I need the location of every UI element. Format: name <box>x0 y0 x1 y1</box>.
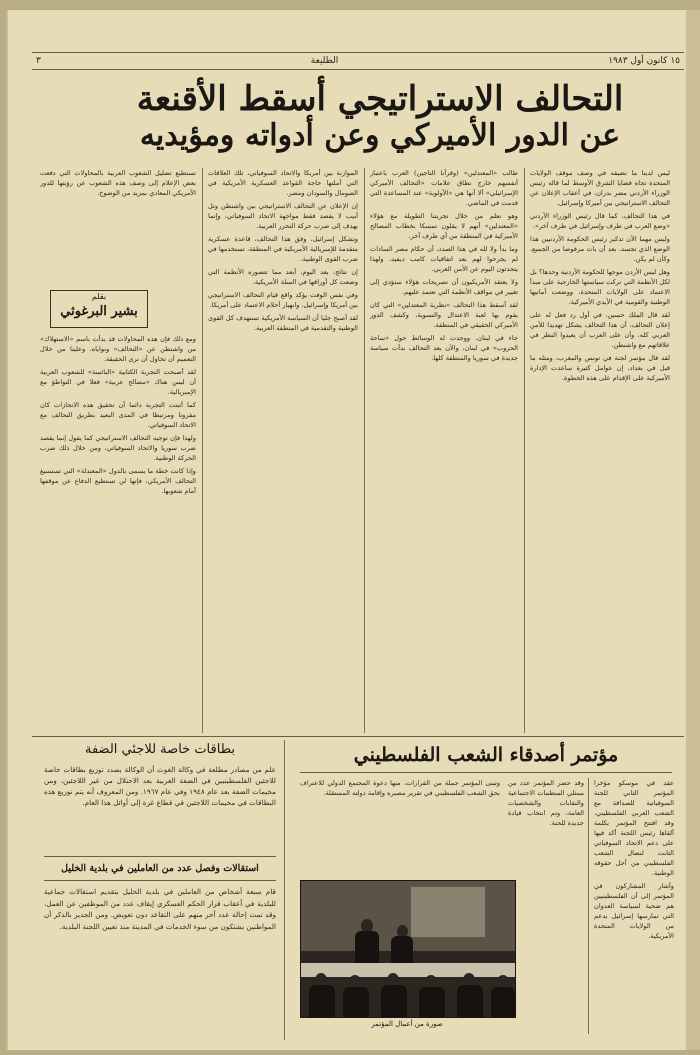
paragraph: تستطيع تضليل الشعوب العربية بالمحاولات التي دفعت بعض الإعلام إلى وصف هذه الشعوب عن رؤيتها للدور الأمريكي المعادي بمزيد من الوضوح. <box>40 169 196 197</box>
headline-line-1: التحالف الاستراتيجي أسقط الأقنعة <box>136 79 624 119</box>
column-rule <box>202 168 203 733</box>
column-rule <box>284 740 285 1040</box>
byline-author: بشير البرغوثي <box>60 304 138 319</box>
paragraph: طالب «المعتدلين» (وقرأنا الناجين) العرب باعتبار أنفسهم خارج نطاق علامات «التحالف الأميركي الإسرائيلي» ألا أنها هي «الأولوية» عند المساعدة التي قدمت في الماضي. <box>370 169 518 207</box>
column-rule <box>524 168 525 733</box>
column-rule <box>364 168 365 733</box>
article-column-mid-left <box>208 168 358 733</box>
byline-label: بقلم <box>91 292 107 301</box>
paragraph: إن الإعلان عن التحالف الاستراتيجي بين واشنطن وتل أبيب لا يقصد فقط مواجهة الاتحاد السوفياتي، وإنما يهدف إلى ضرب حركة التحرر العربية. <box>208 202 358 230</box>
paragraph: كما أثبتت التجربة دائما أن تحقيق هذه الانجازات كان مقرونا ومرتبطا في المدى البعيد بطريق التحالف مع الاتحاد السوفياتي. <box>40 401 196 429</box>
article-column-left-top <box>40 168 196 286</box>
paragraph: وقد حضر المؤتمر عدد من ممثلي المنظمات الاجتماعية والنقابات والشخصيات العامة، وتم انتخاب قيادة جديدة للجنة. <box>508 779 584 827</box>
paragraph: الموازنة بين أمريكا والاتحاد السوفياتي، تلك العلاقات التي أملتها حاجة القواعد العسكرية الأمريكية في الصومال والسودان ومصر. <box>208 169 358 197</box>
page-header <box>32 52 684 70</box>
page-number: ٣ <box>36 56 41 66</box>
article-column-right <box>530 168 670 733</box>
paragraph: ليس لدينا ما نضيفه في وصف موقف الولايات المتحدة تجاه قضايا الشرق الأوسط لما قاله رئيس الوزراء الأردني مضر بدران، في أعقاب الإعلان عن التحالف الاستراتيجي بين أميركا وإسرائيل. <box>530 169 670 207</box>
paragraph: لقد أصبح جليا أن السياسة الأمريكية تستهدف كل القوى الوطنية والتقدمية في المنطقة العربية. <box>208 314 358 332</box>
paragraph: وهو نعلم من خلال تجربتنا الطويلة مع هؤلاء «المعتدلين» أنهم لا يقلون تمسكا بخطاب المصالح الأميركية في المنطقة من أي طرف آخر. <box>370 212 518 240</box>
hebron-title: استقالات وفصل عدد من العاملين في بلدية الخليل <box>61 863 259 874</box>
paragraph: وهل ليس الأردن موجها للحكومة الأردنية وحدها؟ بل لكل الأنظمة التي تركت سياستها الخارجية على مبدأ الاعتماد على الولايات المتحدة، ووضعت أمانيها الوطنية والقومية في الأيدي الأميركية. <box>530 268 670 306</box>
congress-column-mid <box>508 778 584 874</box>
paragraph: وأشار المشاركون في المؤتمر إلى أن الفلسطينيين هم ضحية لسياسة العدوان التي تمارسها إسرائيل بدعم من الولايات المتحدة الأمريكية. <box>594 882 674 940</box>
paragraph: لقد قال الملك حسين، في أول رد فعل له على إعلان التحالف، أن هذا التحالف يشكل تهديدا للأمن العربي كله، وأن على العرب أن يعيدوا النظر في علاقاتهم مع واشنطن. <box>530 311 670 349</box>
byline-box <box>50 290 148 328</box>
paragraph: لقد أصبحت التجربة الكتابية «البائسة» للشعوب العربية أن ليس هناك «مصالح عربية» فعلا في التواطؤ مع الإمبريالية. <box>40 368 196 396</box>
paragraph: لقد قال مؤتمر لجنة في تونس والمغرب، ومثله ما قيل في بغداد، إن عوامل كثيرة ساعدت الإدارة الأميركية على الإقدام على هذه الخطوة. <box>530 354 670 382</box>
paragraph: وفي نفس الوقت يؤكد واقع قيام التحالف الاستراتيجي بين أمريكا وإسرائيل، وانهيار أحلام الاعتماد على أمريكا. <box>208 291 358 309</box>
headline-line-2: عن الدور الأميركي وعن أدواته ومؤيديه <box>139 118 621 153</box>
paragraph: جاء في لبنان، ووجدت له الوسائط حول «ساحة الحروب» في لبنان، والآن بعد التحالف بدأت سياسة جديدة في سوريا والمنطقة كلها. <box>370 334 518 362</box>
article-column-left <box>40 334 196 733</box>
page-edge <box>686 10 700 1050</box>
congress-title: مؤتمر أصدقاء الشعب الفلسطيني <box>353 744 619 766</box>
conference-photo <box>300 880 516 1018</box>
paragraph: وإذا كانت خطة ما يسمى بالدول «المعتدلة» التي تستسيغ التحالف الأمريكي، فإنها لن تستطيع الدفاع عن موقفها أمام شعوبها. <box>40 467 196 495</box>
paragraph: ولهذا فإن توجيه التحالف الاستراتيجي كما يقول إنما يقصد ضرب سوريا والاتحاد السوفياتي، ومن خلال ذلك ضرب الحركة الوطنية. <box>40 434 196 462</box>
paragraph: لقد أسقط هذا التحالف «نظرية المعتدلين» التي كان يقوم بها لعبة الاعتدال والتسوية، وكشف الدور الأميركي الحقيقي في المنطقة. <box>370 301 518 329</box>
paragraph: وتبنى المؤتمر جملة من القرارات، منها دعوة المجتمع الدولي للاعتراف بحق الشعب الفلسطيني في تقرير مصيره وإقامة دولته المستقلة. <box>300 779 500 797</box>
refugees-body: علم من مصادر مطلعة في وكالة الغوث أن الوكالة بصدد توزيع بطاقات خاصة للاجئين الفلسطينيين في الضفة الغربية بعد الاحتلال من غير اللاجئين، ومن مخيمات الضفة بعد عام ١٩٤٨ وفي عام ١٩٦٧. ومن المعروف أنه يتم توزيع هذه البطاقات في مخيمات اللاجئين في قطاع غزة إلى أوائل هذا العام. <box>44 765 276 807</box>
paragraph: ومع ذلك فإن هذه المحاولات قد بدأت باسم «الاستهلاك» من واشنطن عن «التحالف» ونواياه. وعلينا من خلال التعميم أن تحاول أن نرى الحقيقة. <box>40 335 196 363</box>
article-column-mid-right <box>370 168 518 733</box>
section-divider <box>44 880 276 881</box>
date: ١٥ كانون أول ١٩٨٣ <box>608 56 680 66</box>
congress-column-left <box>300 778 500 874</box>
paragraph: إن نتائج، يعد اليوم، أبعد مما تتصوره الأنظمة التي وضعت كل أوراقها في السلة الأمريكية. <box>208 268 358 286</box>
paragraph: عقد في موسكو مؤخرا المؤتمر الثاني للجنة السوفياتية للصداقة مع الشعب العربي الفلسطيني، وقد افتتح المؤتمر بكلمة ألقاها رئيس اللجنة أكد فيها على دعم الاتحاد السوفياتي الثابت لنضال الشعب الفلسطيني من أجل حقوقه الوطنية. <box>594 779 674 877</box>
section-divider <box>32 736 684 737</box>
paragraph: ولا يعتقد الأمريكيون أن تصريحات هؤلاء ستؤدي إلى تغيير في مواقف الأنظمة التي تعتمد عليهم. <box>370 278 518 296</box>
refugees-title: بطاقات خاصة للاجئي الضفة <box>85 742 235 757</box>
paragraph: وما بدأ ولا لله في هذا الصدد، أن حكام مصر السادات لم يجرحوا لهم بعد اتفاقيات كامب ديفيد، ولهذا يتحدثون اليوم عن الأمن العربي. <box>370 245 518 273</box>
congress-column-right <box>594 778 674 1034</box>
column-rule <box>588 778 589 1034</box>
section-divider <box>44 856 276 857</box>
paragraph: وليس مهما الآن تذكير رئيس الحكومة الأردنيين هذا الوضع الذي تجسد، بعد أن بات مرفوضا من الجميع، وكأن لم يكن. <box>530 235 670 263</box>
paragraph: في هذا التحالف، كما قال رئيس الوزراء الأردني «وضع العرب في طرف وإسرائيل في طرف آخر». <box>530 212 670 230</box>
photo-caption: صورة من أعمال المؤتمر <box>371 1020 443 1028</box>
paper-name: الطليعة <box>310 56 339 66</box>
paragraph: وتشكل إسرائيل، وفق هذا التحالف، قاعدة عسكرية متقدمة للإمبريالية الأمريكية في المنطقة، تستخدمها في ضرب القوى الوطنية. <box>208 235 358 263</box>
section-divider <box>300 772 672 773</box>
hebron-body: قام سبعة أشخاص من العاملين في بلدية الخليل بتقديم استقالات جماعية للبلدية في أعقاب قرار الحكم العسكري إيقاف عدد من الموظفين عن العمل، وقد تمت إحالة عدد آخر منهم على التقاعد دون تعويض. ومن الجدير بالذكر أن المواطنين يشتكون من سوء الخدمات في المدينة منذ تعيين اللجنة البلدية. <box>44 887 276 931</box>
